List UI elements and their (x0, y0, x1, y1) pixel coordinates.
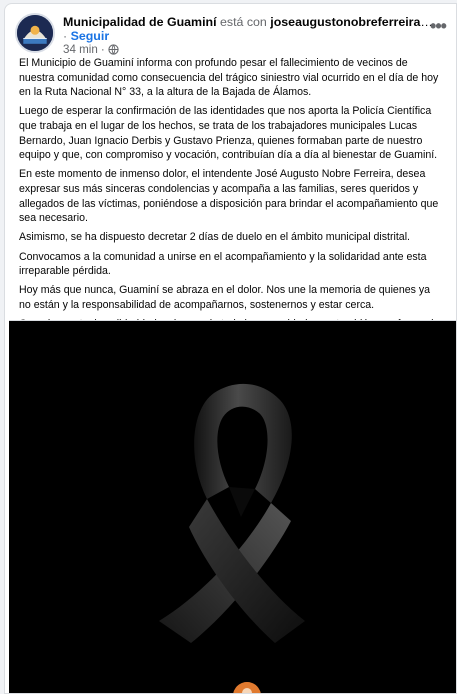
post-author-line (63, 15, 433, 30)
separator-dot: · (63, 29, 71, 43)
separator-dot: · (100, 43, 105, 56)
post-card (4, 3, 457, 694)
tagged-user-link[interactable]: joseaugustonobreferreira (270, 15, 421, 29)
post-header (15, 11, 456, 55)
location-connector-text: e (423, 15, 431, 29)
post-meta (63, 43, 119, 56)
follow-line (63, 29, 109, 43)
connector-text: está con (219, 15, 267, 29)
post-paragraph: Hoy más que nunca, Guaminí se abraza en el dolor. Nos une la memoria de quienes ya no están y la responsabilidad de acompañarnos, sostenernos y estar cerca. (19, 284, 431, 311)
post-paragraph: En este momento de inmenso dolor, el intendente José Augusto Nobre Ferreira, desea expresar sus más sinceras condolencias y acompaña a las familias, seres queridos y allegados de las víctimas, poniéndose a disposición para brindar el acompañamiento que sea necesario. (19, 168, 439, 225)
post-paragraph: Luego de esperar la confirmación de las identidades que nos aporta la Policía Científica que trabaja en el lugar de los hechos, se trata de los trabajadores municipales Lucas Bernardo, Juan Ignacio Derbis y Gustavo Prienza, quienes formaban parte de nuestro equipo y que, con compromiso y vocación, contribuían día a día al bienestar de Guaminí. (19, 105, 438, 162)
page-name-link[interactable]: Municipalidad de Guaminí (63, 15, 217, 29)
municipal-logo-icon (17, 15, 53, 51)
post-timestamp[interactable]: 34 min (63, 43, 98, 56)
post-paragraph: El Municipio de Guaminí informa con profundo pesar el fallecimiento de vecinos de nuestra comunidad como consecuencia del trágico siniestro vial ocurrido en el día de hoy en la Ruta Nacional N° 33, a la altura de la Bajada de Álamos. (19, 57, 439, 99)
follow-button[interactable]: Seguir (70, 29, 110, 43)
post-body (19, 56, 443, 351)
post-paragraph: Convocamos a la comunidad a unirse en el acompañamiento y la solidaridad ante esta irreparable pérdida. (19, 250, 427, 278)
page-avatar[interactable] (15, 13, 55, 53)
post-paragraph: Asimismo, se ha dispuesto decretar 2 días de duelo en el ámbito municipal distrital. (19, 231, 410, 244)
more-options-button[interactable]: ••• (430, 16, 446, 36)
globe-icon[interactable] (108, 44, 119, 55)
black-mourning-ribbon-icon (9, 321, 457, 694)
post-image[interactable] (9, 320, 457, 694)
